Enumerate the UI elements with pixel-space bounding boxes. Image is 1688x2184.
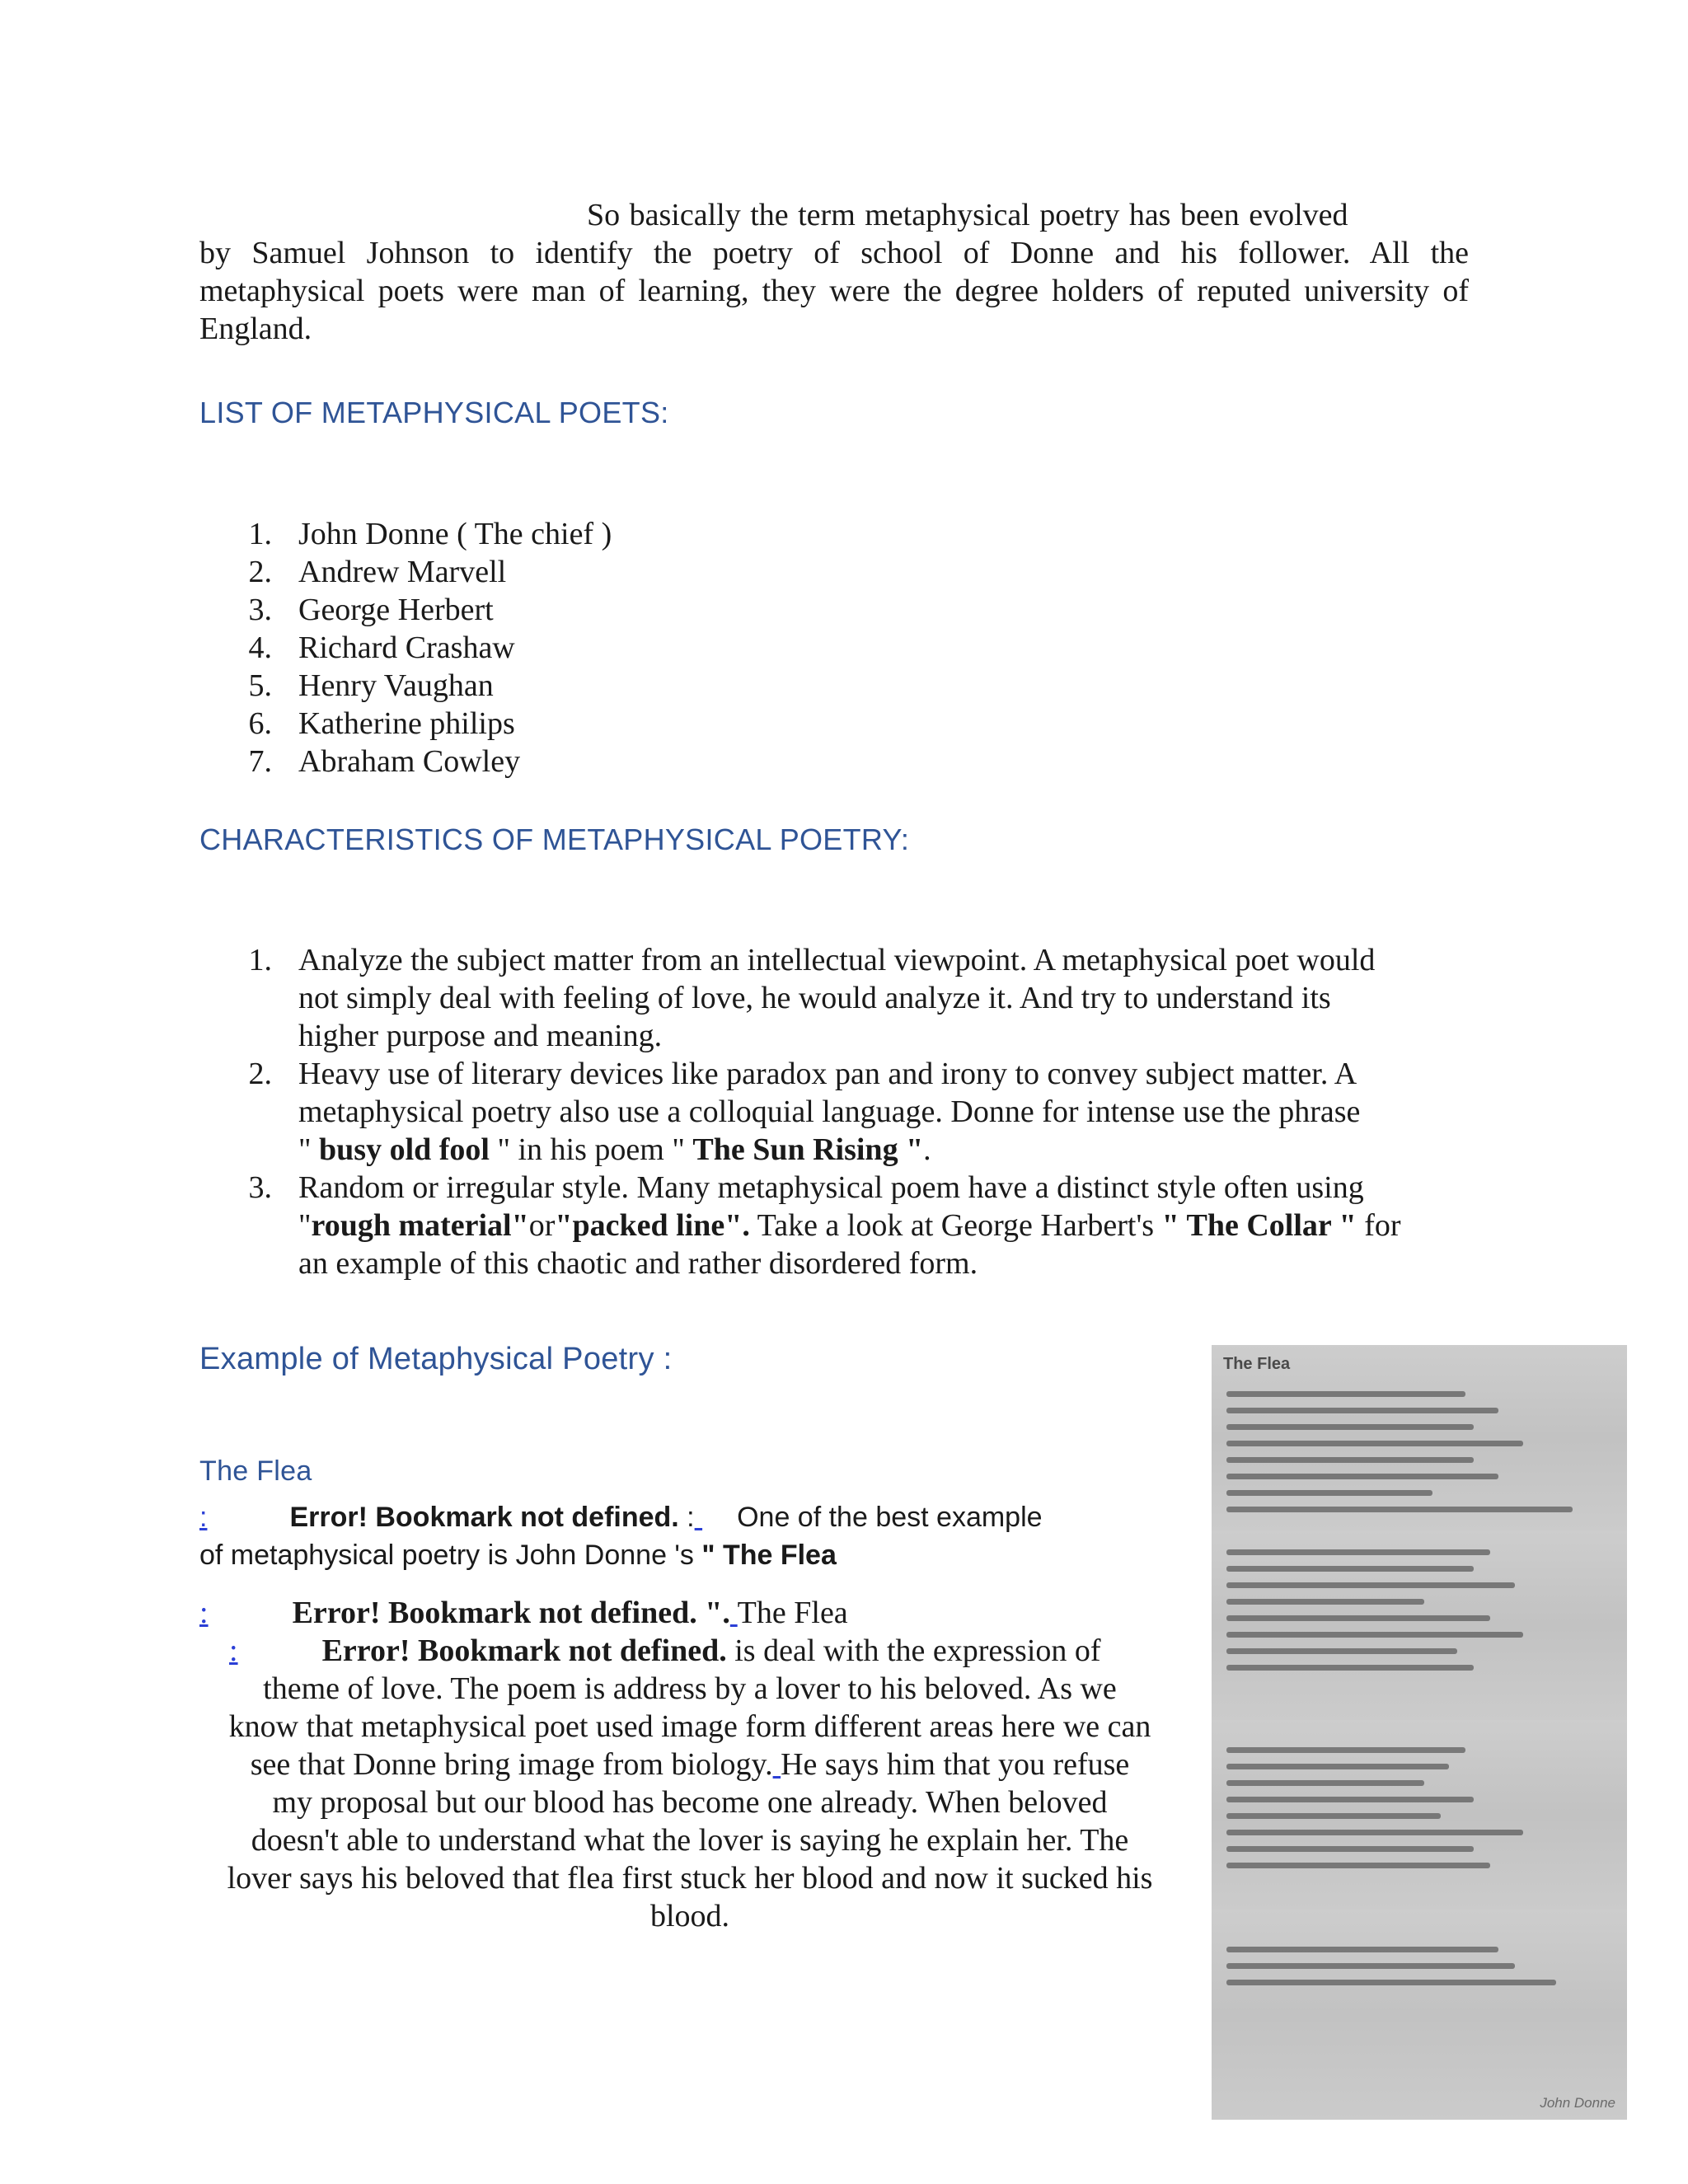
bookmark-error: Error! Bookmark not defined.	[321, 1633, 727, 1668]
poem-title-the-collar: " The Collar "	[1161, 1208, 1357, 1243]
phrase-busy-old-fool: busy old fool	[319, 1132, 490, 1167]
flea-source-paragraph: : Error! Bookmark not defined. : One of the best example of metaphysical poetry is John Donne 's " The Flea	[199, 1502, 1043, 1571]
bookmark-link[interactable]: :	[199, 1596, 209, 1630]
poet-name: George Herbert	[298, 593, 494, 627]
poet-name: Abraham Cowley	[298, 744, 521, 779]
list-item: 2. Andrew Marvell	[248, 555, 507, 589]
list-item: 1. John Donne ( The chief )	[248, 517, 612, 551]
poets-list	[239, 515, 612, 780]
list-item: 7. Abraham Cowley	[248, 744, 521, 779]
poet-name: Richard Crashaw	[298, 630, 515, 665]
bookmark-error: Error! Bookmark not defined.	[289, 1502, 679, 1533]
flea-description: : Error! Bookmark not defined. ". The Flea : Error! Bookmark not defined. is deal with the expression of theme of love. The poem is address by a lover to his beloved. As we know that metaphysical poet used image form different areas here we can see that Donne bring image from biology. He says him that you refuse my proposal but our blood has become one already. When beloved doesn't able to understand what the lover is saying he explain her. The lover says his beloved that flea first stuck her blood and now it sucked his blood.	[199, 1596, 1153, 1933]
flea-heading: The Flea	[199, 1455, 312, 1487]
list-item: 3. Random or irregular style. Many metaphysical poem have a distinct style often using "rough material"or"packed line". Take a look at George Harbert's " The Collar " for an example of this chaotic and rather disordered form.	[248, 1170, 1401, 1281]
bookmark-error: Error! Bookmark not defined. ".	[292, 1596, 730, 1630]
poets-heading: LIST OF METAPHYSICAL POETS:	[199, 396, 669, 429]
bookmark-link[interactable]	[730, 1596, 738, 1630]
intro-paragraph	[199, 196, 1469, 348]
characteristics-heading: CHARACTERISTICS OF METAPHYSICAL POETRY:	[199, 823, 910, 856]
example-heading: Example of Metaphysical Poetry :	[199, 1342, 673, 1376]
poem-image-title: The Flea	[1223, 1355, 1291, 1373]
intro-line: by Samuel Johnson to identify the poetry of school of Donne and his follower. All the	[199, 236, 1469, 270]
poet-name: John Donne ( The chief )	[298, 517, 612, 551]
list-item: 1. Analyze the subject matter from an intellectual viewpoint. A metaphysical poet would not simply deal with feeling of love, he would analyze it. And try to understand its higher purpose and meaning.	[248, 943, 1376, 1053]
intro-line: So basically the term metaphysical poetry has been evolved	[587, 198, 1348, 232]
list-item: 6. Katherine philips	[248, 706, 515, 741]
list-item: 5. Henry Vaughan	[248, 668, 494, 703]
list-item: 2. Heavy use of literary devices like paradox pan and irony to convey subject matter. A metaphysical poetry also use a colloquial language. Donne for intense use the phrase " busy old fool " in his poem " The Sun Rising ".	[248, 1057, 1361, 1167]
list-item: 4. Richard Crashaw	[248, 630, 515, 665]
poem-image-author: John Donne	[1540, 2095, 1615, 2111]
intro-line: metaphysical poets were man of learning, they were the degree holders of reputed university of	[199, 274, 1469, 308]
bookmark-link[interactable]	[695, 1502, 702, 1533]
list-item: 3. George Herbert	[248, 593, 494, 627]
flea-poem-image	[1212, 1345, 1627, 2120]
poet-name: Andrew Marvell	[298, 555, 507, 589]
poet-name: Henry Vaughan	[298, 668, 494, 703]
characteristics-list	[239, 941, 1475, 1282]
bookmark-link[interactable]	[773, 1747, 781, 1782]
bookmark-link[interactable]: :	[229, 1633, 238, 1668]
poet-name: Katherine philips	[298, 706, 515, 741]
bookmark-link[interactable]: :	[199, 1502, 208, 1533]
poem-title-sun-rising: The Sun Rising "	[692, 1132, 924, 1167]
intro-line: England.	[199, 312, 312, 346]
